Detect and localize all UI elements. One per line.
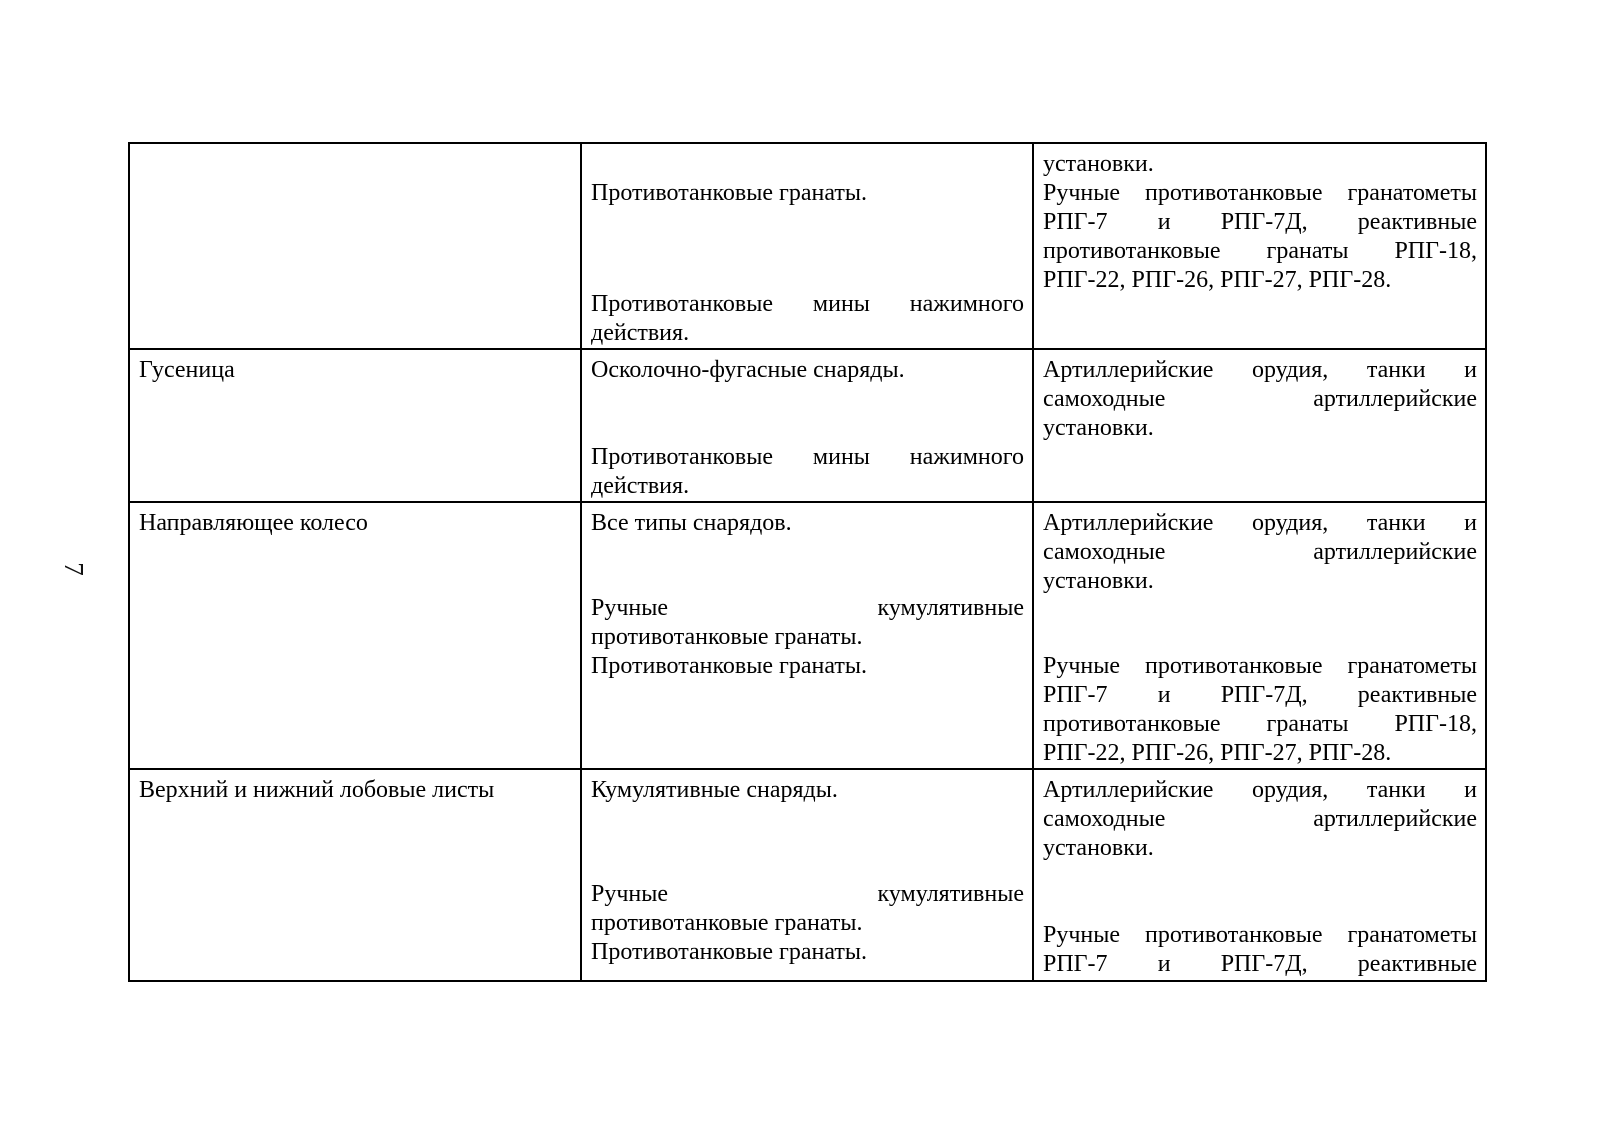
cell-part (129, 769, 581, 981)
spacer (591, 385, 1024, 443)
part-label: Направляющее колесо (139, 510, 368, 536)
text-line: Ручные кумулятивные (591, 881, 1024, 907)
text-line: установки. (1043, 568, 1154, 594)
table-row (129, 349, 1486, 502)
cell-ammunition (581, 349, 1033, 502)
spacer (591, 208, 1024, 290)
text-line: Противотанковые мины нажимного (591, 291, 1024, 317)
text-line: Ручные противотанковые гранатометы (1043, 180, 1477, 206)
part-label: Гусеница (139, 357, 235, 383)
text-line: противотанковые гранаты РПГ-18, (1043, 238, 1477, 264)
cell-part (129, 143, 581, 349)
text-line: Кумулятивные снаряды. (591, 777, 838, 803)
spacer (591, 538, 1024, 594)
cell-weapons (1033, 769, 1486, 981)
text-line: самоходные артиллерийские (1043, 539, 1477, 565)
text-line: Все типы снарядов. (591, 510, 792, 536)
table-row (129, 143, 1486, 349)
cell-part (129, 502, 581, 769)
text-line: Противотанковые мины нажимного (591, 444, 1024, 470)
part-label: Верхний и нижний лобовые листы (139, 777, 495, 803)
text-line: Противотанковые гранаты. (591, 653, 868, 679)
text-line: установки. (1043, 835, 1154, 861)
page-number: 7 (59, 562, 90, 576)
cell-weapons (1033, 349, 1486, 502)
cell-ammunition (581, 143, 1033, 349)
text-line: Осколочно-фугасные снаряды. (591, 357, 905, 383)
text-line: действия. (591, 473, 690, 499)
text-line: Противотанковые гранаты. (591, 180, 868, 206)
cell-ammunition (581, 769, 1033, 981)
spacer (591, 150, 1024, 179)
cell-part (129, 349, 581, 502)
spacer (1043, 863, 1477, 921)
text-line: РПГ-7 и РПГ-7Д, реактивные (1043, 682, 1477, 708)
text-line: Артиллерийские орудия, танки и (1043, 510, 1477, 536)
damage-table (128, 142, 1487, 982)
text-line: Противотанковые гранаты. (591, 939, 868, 965)
text-line: РПГ-22, РПГ-26, РПГ-27, РПГ-28. (1043, 267, 1392, 293)
text-line: РПГ-7 и РПГ-7Д, реактивные (1043, 209, 1477, 235)
text-line: РПГ-22, РПГ-26, РПГ-27, РПГ-28. (1043, 740, 1392, 766)
cell-ammunition (581, 502, 1033, 769)
text-line: установки. (1043, 415, 1154, 441)
text-line: Ручные противотанковые гранатометы (1043, 922, 1477, 948)
text-line: РПГ-7 и РПГ-7Д, реактивные (1043, 951, 1477, 977)
spacer (1043, 596, 1477, 652)
cell-weapons (1033, 502, 1486, 769)
text-line: Артиллерийские орудия, танки и (1043, 777, 1477, 803)
part-label (139, 150, 572, 179)
text-line: Артиллерийские орудия, танки и (1043, 357, 1477, 383)
cell-weapons (1033, 143, 1486, 349)
text-line: самоходные артиллерийские (1043, 806, 1477, 832)
text-line: противотанковые гранаты. (591, 624, 863, 650)
table-row (129, 502, 1486, 769)
spacer (591, 805, 1024, 880)
text-line: Ручные противотанковые гранатометы (1043, 653, 1477, 679)
text-line: действия. (591, 320, 690, 346)
text-line: противотанковые гранаты. (591, 910, 863, 936)
text-line: противотанковые гранаты РПГ-18, (1043, 711, 1477, 737)
text-line: установки. (1043, 151, 1154, 177)
text-line: Ручные кумулятивные (591, 595, 1024, 621)
table-row (129, 769, 1486, 981)
text-line: самоходные артиллерийские (1043, 386, 1477, 412)
